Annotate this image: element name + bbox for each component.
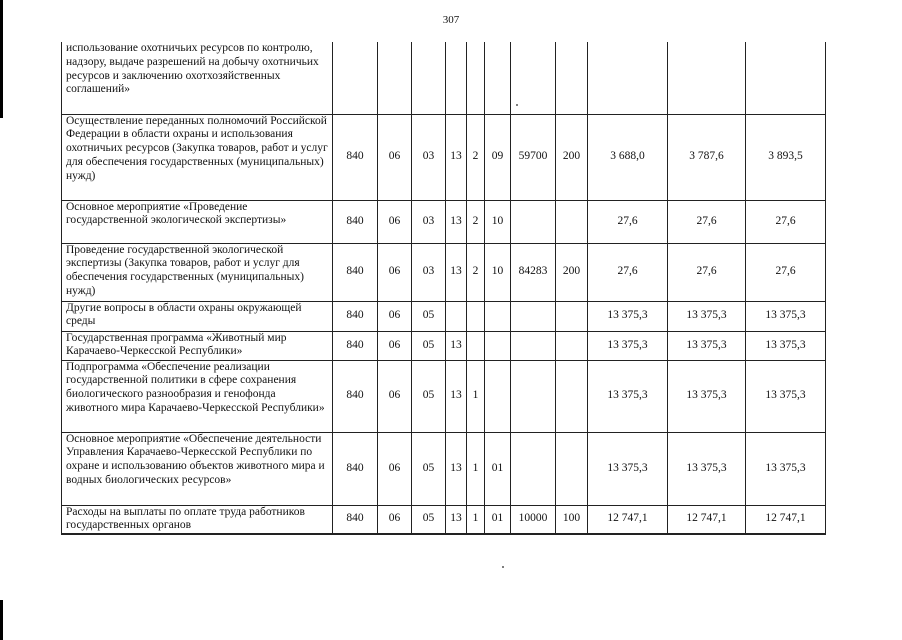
- cell-code: 840: [333, 200, 378, 243]
- cell-amount-3: 27,6: [746, 243, 826, 301]
- cell-event: [485, 301, 511, 331]
- cell-subprogram: 1: [467, 505, 485, 534]
- cell-subprogram: 2: [467, 200, 485, 243]
- cell-amount-1: 13 375,3: [588, 360, 668, 432]
- cell-program: 13: [446, 331, 467, 360]
- cell-expense-type: [556, 200, 588, 243]
- cell-amount-1: 13 375,3: [588, 301, 668, 331]
- row-name: Расходы на выплаты по оплате труда работников государственных органов: [62, 505, 333, 534]
- cell-code: 840: [333, 505, 378, 534]
- row-name: использование охотничьих ресурсов по контролю, надзору, выдаче разрешений на добычу охотничьих ресурсов и заключению охотхозяйственных соглашений»: [62, 42, 333, 114]
- page-number: 307: [442, 14, 460, 26]
- cell-amount-3: [746, 42, 826, 114]
- cell-program: 13: [446, 505, 467, 534]
- cell-expense-type: [556, 360, 588, 432]
- cell-code: [333, 42, 378, 114]
- cell-direction: [511, 331, 556, 360]
- cell-section: 06: [378, 331, 412, 360]
- cell-amount-3: 12 747,1: [746, 505, 826, 534]
- budget-table: [61, 42, 826, 535]
- cell-direction: [511, 301, 556, 331]
- cell-amount-1: 3 688,0: [588, 114, 668, 200]
- row-name: Государственная программа «Животный мир Карачаево-Черкесской Республики»: [62, 331, 333, 360]
- cell-amount-2: 13 375,3: [668, 432, 746, 505]
- cell-section: 06: [378, 360, 412, 432]
- row-name: Проведение государственной экологической экспертизы (Закупка товаров, работ и услуг для обеспечения государственных (муниципальных) нужд): [62, 243, 333, 301]
- cell-amount-1: [588, 42, 668, 114]
- cell-subprogram: 1: [467, 432, 485, 505]
- table-row: [62, 331, 826, 360]
- cell-code: 840: [333, 432, 378, 505]
- cell-amount-2: 12 747,1: [668, 505, 746, 534]
- cell-subsection: 03: [412, 114, 446, 200]
- cell-event: [485, 42, 511, 114]
- cell-subprogram: 2: [467, 114, 485, 200]
- cell-direction: [511, 432, 556, 505]
- cell-expense-type: [556, 42, 588, 114]
- cell-amount-2: [668, 42, 746, 114]
- cell-subprogram: 2: [467, 243, 485, 301]
- cell-subsection: 05: [412, 505, 446, 534]
- table-row: [62, 243, 826, 301]
- cell-section: 06: [378, 243, 412, 301]
- cell-subsection: 03: [412, 243, 446, 301]
- cell-amount-1: 13 375,3: [588, 331, 668, 360]
- cell-event: 10: [485, 243, 511, 301]
- table-row: [62, 114, 826, 200]
- cell-code: 840: [333, 243, 378, 301]
- cell-subsection: 05: [412, 331, 446, 360]
- cell-code: 840: [333, 331, 378, 360]
- table-row: [62, 42, 826, 114]
- cell-event: [485, 360, 511, 432]
- cell-expense-type: [556, 301, 588, 331]
- cell-amount-3: 13 375,3: [746, 360, 826, 432]
- cell-expense-type: 100: [556, 505, 588, 534]
- cell-subsection: [412, 42, 446, 114]
- scan-speck: [502, 566, 504, 568]
- cell-section: 06: [378, 301, 412, 331]
- cell-event: 10: [485, 200, 511, 243]
- cell-amount-1: 27,6: [588, 243, 668, 301]
- cell-event: [485, 331, 511, 360]
- cell-amount-1: 12 747,1: [588, 505, 668, 534]
- cell-code: 840: [333, 301, 378, 331]
- row-name: Основное мероприятие «Проведение государственной экологической экспертизы»: [62, 200, 333, 243]
- cell-section: [378, 42, 412, 114]
- cell-amount-3: 3 893,5: [746, 114, 826, 200]
- cell-event: 09: [485, 114, 511, 200]
- cell-program: 13: [446, 114, 467, 200]
- cell-event: 01: [485, 432, 511, 505]
- table-row: [62, 360, 826, 432]
- cell-section: 06: [378, 200, 412, 243]
- cell-amount-2: 27,6: [668, 243, 746, 301]
- cell-program: 13: [446, 360, 467, 432]
- cell-expense-type: [556, 432, 588, 505]
- row-name: Основное мероприятие «Обеспечение деятельности Управления Карачаево-Черкесской Республики по охране и использованию объектов животного мира и водных биологических ресурсов»: [62, 432, 333, 505]
- cell-direction: 59700: [511, 114, 556, 200]
- table-row: [62, 301, 826, 331]
- scan-edge-mark-bottom: [0, 600, 3, 640]
- table-row: [62, 432, 826, 505]
- cell-amount-1: 13 375,3: [588, 432, 668, 505]
- cell-amount-3: 13 375,3: [746, 301, 826, 331]
- cell-section: 06: [378, 505, 412, 534]
- cell-subsection: 03: [412, 200, 446, 243]
- cell-subprogram: [467, 301, 485, 331]
- cell-program: [446, 42, 467, 114]
- cell-amount-3: 13 375,3: [746, 432, 826, 505]
- cell-direction: 84283: [511, 243, 556, 301]
- cell-amount-1: 27,6: [588, 200, 668, 243]
- cell-direction: 10000: [511, 505, 556, 534]
- cell-section: 06: [378, 432, 412, 505]
- cell-amount-2: 13 375,3: [668, 360, 746, 432]
- cell-expense-type: [556, 331, 588, 360]
- cell-amount-2: 3 787,6: [668, 114, 746, 200]
- cell-subprogram: [467, 42, 485, 114]
- cell-code: 840: [333, 360, 378, 432]
- cell-code: 840: [333, 114, 378, 200]
- cell-expense-type: 200: [556, 114, 588, 200]
- cell-program: 13: [446, 243, 467, 301]
- cell-amount-3: 13 375,3: [746, 331, 826, 360]
- cell-subprogram: [467, 331, 485, 360]
- cell-program: 13: [446, 200, 467, 243]
- cell-amount-2: 27,6: [668, 200, 746, 243]
- cell-section: 06: [378, 114, 412, 200]
- row-name: Подпрограмма «Обеспечение реализации государственной политики в сфере сохранения биологического разнообразия и генофонда животного мира Карачаево-Черкесской Республики»: [62, 360, 333, 432]
- table-row: [62, 505, 826, 534]
- cell-direction: [511, 200, 556, 243]
- cell-amount-3: 27,6: [746, 200, 826, 243]
- cell-event: 01: [485, 505, 511, 534]
- row-name: Осуществление переданных полномочий Российской Федерации в области охраны и использования охотничьих ресурсов (Закупка товаров, работ и услуг для обеспечения государственных (муниципальных) нужд): [62, 114, 333, 200]
- cell-direction: [511, 42, 556, 114]
- cell-program: 13: [446, 432, 467, 505]
- cell-subsection: 05: [412, 360, 446, 432]
- cell-direction: [511, 360, 556, 432]
- row-name: Другие вопросы в области охраны окружающей среды: [62, 301, 333, 331]
- cell-subsection: 05: [412, 301, 446, 331]
- cell-program: [446, 301, 467, 331]
- cell-subprogram: 1: [467, 360, 485, 432]
- cell-amount-2: 13 375,3: [668, 331, 746, 360]
- cell-expense-type: 200: [556, 243, 588, 301]
- cell-subsection: 05: [412, 432, 446, 505]
- table-row: [62, 200, 826, 243]
- cell-amount-2: 13 375,3: [668, 301, 746, 331]
